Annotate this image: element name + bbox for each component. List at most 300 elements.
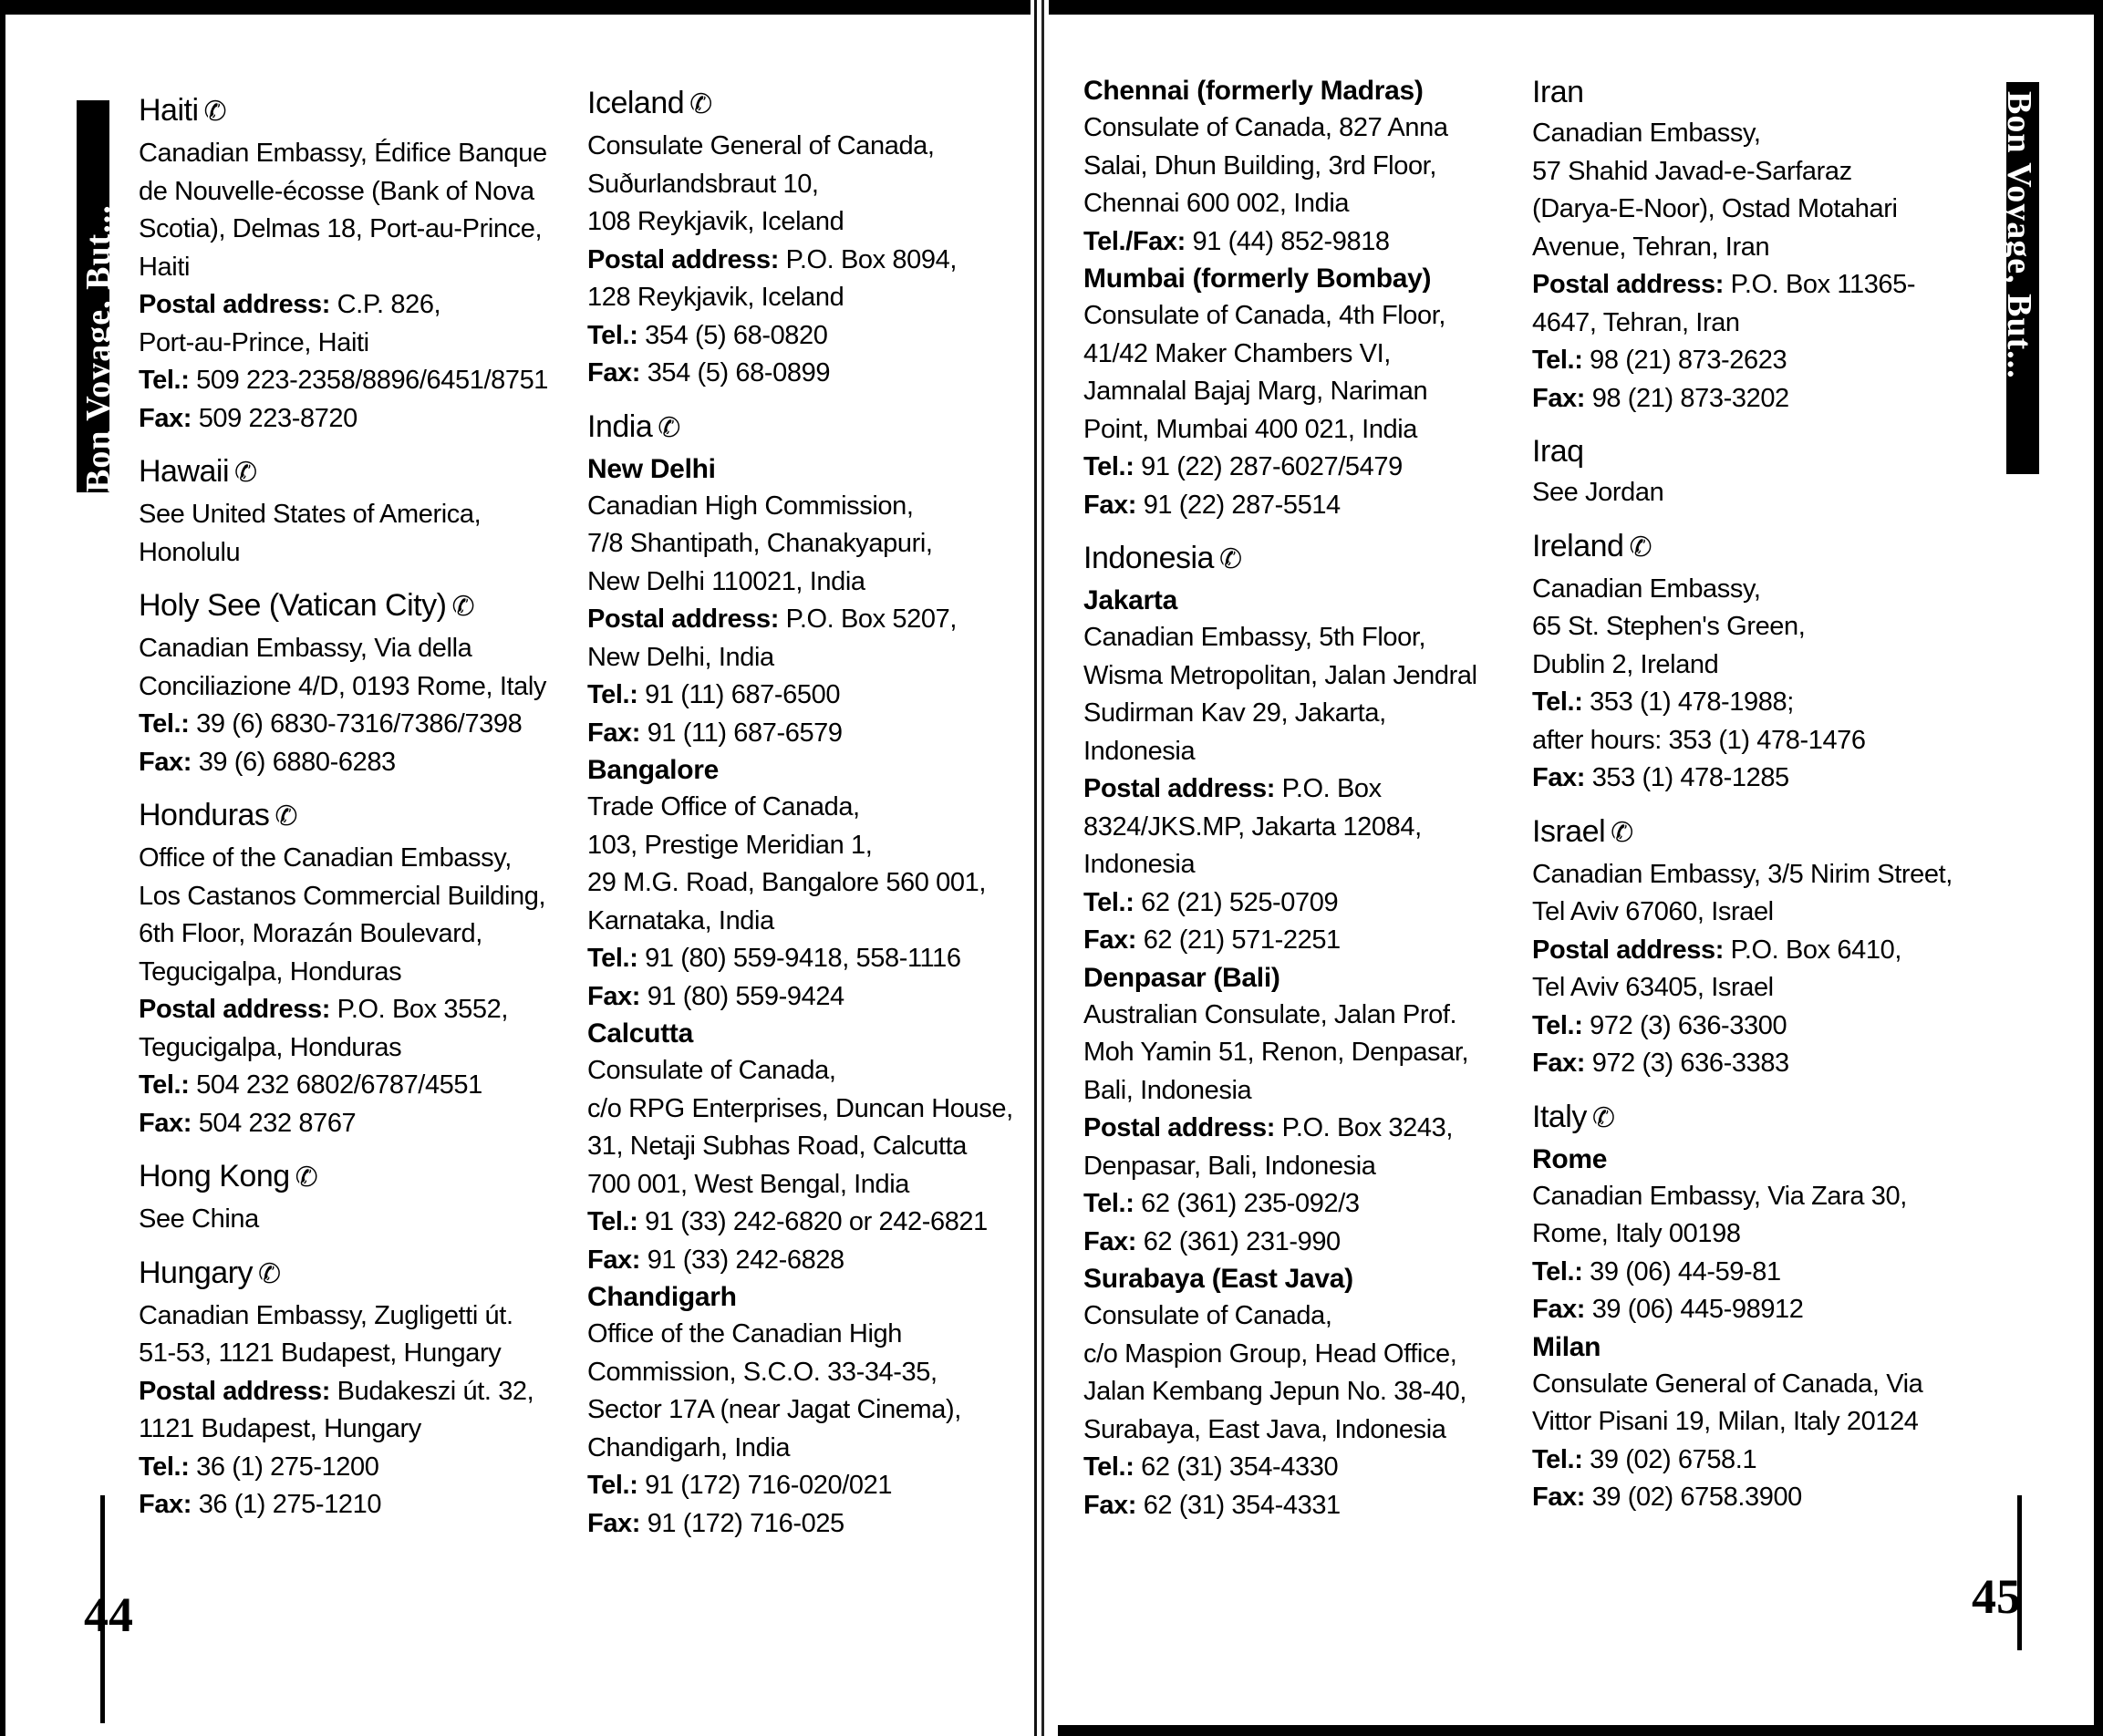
field-value: 29 M.G. Road, Bangalore 560 001, [587, 868, 986, 897]
directory-entry [587, 84, 1016, 393]
field-value: 8324/JKS.MP, Jakarta 12084, [1083, 811, 1422, 842]
field-value: 353 (1) 478-1988; [1582, 687, 1794, 717]
field-value: Trade Office of Canada, [587, 792, 860, 822]
address-line [1532, 305, 1961, 343]
field-value: 98 (21) 873-2623 [1582, 346, 1787, 375]
field-value: Suðurlandsbraut 10, [587, 169, 819, 199]
field-label: Fax: [139, 747, 192, 777]
field-value: de Nouvelle-écosse (Bank of Nova [139, 176, 534, 206]
field-value: Scotia), Delmas 18, Port-au-Prince, [139, 214, 543, 243]
city-heading: Chandigarh [587, 1282, 737, 1312]
field-label: Fax: [587, 1508, 641, 1538]
address-line [1532, 1008, 1961, 1046]
field-value: 51-53, 1121 Budapest, Hungary [139, 1338, 502, 1368]
field-value: 62 (361) 235-092/3 [1134, 1189, 1360, 1218]
field-value: 36 (1) 275-1210 [192, 1490, 382, 1519]
field-label: Postal address: [1083, 774, 1275, 803]
field-value: Wisma Metropolitan, Jalan Jendral [1083, 660, 1477, 690]
address-line [587, 827, 1016, 865]
field-value: 108 Reykjavik, Iceland [587, 207, 844, 236]
consulate-phone-icon: ✆ [689, 89, 712, 119]
address-line [1532, 722, 1961, 760]
directory-entry [139, 586, 567, 781]
field-value: 1121 Budapest, Hungary [139, 1414, 421, 1443]
address-line [1083, 336, 1512, 374]
field-value: 57 Shahid Javad-e-Sarfaraz [1532, 156, 1852, 186]
address-line [1532, 1254, 1961, 1292]
field-value: 354 (5) 68-0899 [640, 358, 831, 388]
field-value: 6th Floor, Morazán Boulevard, [139, 919, 482, 948]
field-label: Tel.: [587, 944, 638, 973]
field-label: Fax: [139, 1490, 192, 1519]
directory-entry [1532, 527, 1961, 798]
field-label: Fax: [587, 358, 641, 388]
field-value: 509 223-8720 [192, 403, 357, 433]
address-line [1532, 1442, 1961, 1480]
field-value: Consulate of Canada, 827 Anna [1083, 113, 1448, 142]
address-line [139, 840, 567, 878]
field-value: Chandigarh, India [587, 1432, 791, 1462]
address-line [587, 1354, 1016, 1392]
field-label: Tel.: [587, 1471, 638, 1500]
directory-entry [1532, 812, 1961, 1083]
field-value: 354 (5) 68-0820 [637, 320, 828, 350]
field-label: Tel./Fax: [1083, 226, 1186, 256]
running-title-right: Bon Voyage, But... [2000, 91, 2038, 379]
field-value: 91 (11) 687-6579 [640, 718, 843, 748]
field-value: 62 (31) 354-4331 [1136, 1490, 1341, 1520]
field-label: Tel.: [1532, 1010, 1583, 1040]
address-line [139, 668, 567, 707]
address-line [139, 1373, 567, 1411]
field-label: Tel.: [139, 1070, 190, 1100]
address-line [139, 991, 567, 1029]
country-heading [139, 1254, 567, 1294]
page-number-left: 44 [84, 1587, 133, 1642]
address-line [1083, 1487, 1512, 1525]
field-value: Commission, S.C.O. 33-34-35, [587, 1357, 938, 1387]
city-heading: New Delhi [587, 453, 716, 484]
field-value: Jamnalal Bajaj Marg, Nariman [1083, 377, 1428, 406]
field-label: Tel.: [139, 366, 190, 395]
field-label: Tel.: [1083, 1452, 1134, 1482]
address-line [1532, 342, 1961, 380]
field-value: New Delhi, India [587, 642, 774, 672]
address-line [1083, 148, 1512, 186]
field-value: after hours: 353 (1) 478-1476 [1532, 725, 1866, 755]
address-line [1532, 153, 1961, 191]
field-value: Bali, Indonesia [1083, 1075, 1252, 1105]
field-value: Canadian Embassy, 3/5 Nirim Street, [1532, 859, 1953, 889]
field-value: P.O. Box 3243, [1274, 1113, 1453, 1142]
field-value: See Jordan [1532, 478, 1664, 507]
field-value: 65 St. Stephen's Green, [1532, 612, 1806, 641]
city-heading: Denpasar (Bali) [1083, 962, 1280, 993]
field-value: 39 (02) 6758.3900 [1585, 1483, 1802, 1512]
left-scan-border [0, 0, 5, 1736]
address-line [1532, 1178, 1961, 1216]
address-line [1083, 733, 1512, 771]
directory-entry [139, 796, 567, 1142]
address-line [1083, 1224, 1512, 1262]
field-value: 91 (172) 716-025 [640, 1508, 844, 1538]
field-label: Fax: [587, 718, 641, 748]
address-line [587, 1505, 1016, 1544]
address-line [1083, 1110, 1512, 1148]
field-value: 504 232 6802/6787/4551 [189, 1070, 482, 1100]
field-value: Canadian Embassy, Zugligetti út. [139, 1300, 513, 1330]
directory-entry [139, 1254, 567, 1524]
field-value: Moh Yamin 51, Renon, Denpasar, [1083, 1038, 1469, 1067]
bottom-scan-border [1058, 1725, 2103, 1736]
field-label: Fax: [1083, 1226, 1137, 1256]
field-value: Canadian High Commission, [587, 491, 914, 521]
address-line [587, 525, 1016, 563]
address-line [1083, 1185, 1512, 1224]
address-line [1083, 1297, 1512, 1336]
address-line [1532, 1291, 1961, 1329]
field-value: 91 (33) 242-6820 or 242-6821 [637, 1207, 988, 1236]
field-value: 62 (21) 571-2251 [1136, 925, 1341, 955]
address-line [1083, 997, 1512, 1035]
address-line [587, 639, 1016, 677]
address-line [1083, 223, 1512, 262]
address-line [1083, 297, 1512, 336]
address-line [139, 211, 567, 249]
field-label: Postal address: [1532, 270, 1724, 299]
field-value: 128 Reykjavik, Iceland [587, 283, 844, 312]
directory-entry [1083, 73, 1512, 524]
address-line [1083, 809, 1512, 847]
field-value: 103, Prestige Meridian 1, [587, 830, 873, 860]
field-value: Denpasar, Bali, Indonesia [1083, 1151, 1376, 1181]
consulate-phone-icon: ✆ [275, 801, 298, 832]
field-value: 91 (80) 559-9418, 558-1116 [637, 944, 961, 973]
country-heading [139, 586, 567, 626]
address-line [1083, 695, 1512, 733]
field-label: Tel.: [1532, 687, 1583, 717]
field-value: Tegucigalpa, Honduras [139, 1032, 402, 1062]
address-line [1532, 191, 1961, 229]
field-value: 36 (1) 275-1200 [189, 1452, 379, 1482]
country-heading [587, 84, 1016, 124]
field-value: 31, Netaji Subhas Road, Calcutta [587, 1132, 968, 1161]
address-line [587, 1090, 1016, 1129]
country-name: Iran [1532, 75, 1584, 109]
address-line [587, 166, 1016, 204]
field-label: Tel.: [587, 320, 638, 350]
address-line [139, 362, 567, 400]
address-line [587, 563, 1016, 602]
address-line [139, 135, 567, 173]
field-value: 39 (02) 6758.1 [1582, 1444, 1757, 1474]
address-line [587, 1391, 1016, 1430]
field-value: Vittor Pisani 19, Milan, Italy 20124 [1532, 1407, 1919, 1436]
page-number-right: 45 [1972, 1569, 2021, 1624]
field-label: Fax: [587, 981, 641, 1011]
field-value: Tegucigalpa, Honduras [139, 956, 402, 987]
column-1 [139, 91, 567, 1539]
field-label: Postal address: [139, 995, 330, 1024]
address-line [1532, 969, 1961, 1008]
city-heading: Bangalore [587, 755, 720, 785]
address-line [587, 1242, 1016, 1280]
address-line [587, 203, 1016, 242]
address-line [1532, 1366, 1961, 1404]
field-label: Fax: [1532, 383, 1586, 413]
field-value: Conciliazione 4/D, 0193 Rome, Italy [139, 671, 547, 701]
address-line [1532, 1403, 1961, 1442]
field-value: Point, Mumbai 400 021, India [1083, 414, 1418, 444]
field-value: Consulate General of Canada, [587, 131, 935, 160]
address-line [139, 954, 567, 992]
country-name: Ireland [1532, 528, 1624, 563]
field-value: 39 (6) 6830-7316/7386/7398 [189, 709, 523, 739]
address-line [1532, 1045, 1961, 1083]
consulate-phone-icon: ✆ [295, 1162, 318, 1193]
field-label: Fax: [1083, 490, 1137, 520]
address-line [587, 242, 1016, 280]
field-value: P.O. Box 5207, [778, 604, 957, 634]
field-value: 91 (11) 687-6500 [637, 680, 841, 709]
field-value: 98 (21) 873-3202 [1585, 383, 1789, 413]
field-value: New Delhi 110021, India [587, 566, 865, 596]
address-line [587, 1467, 1016, 1505]
address-line [139, 1201, 567, 1239]
field-value: 39 (06) 445-98912 [1585, 1295, 1804, 1324]
field-value: Karnataka, India [587, 905, 774, 935]
field-value: 41/42 Maker Chambers VI, [1083, 338, 1391, 368]
address-line [1532, 229, 1961, 267]
field-value: Canadian Embassy, Édifice Banque [139, 139, 547, 168]
field-value: (Darya-E-Noor), Ostad Motahari [1532, 194, 1898, 223]
address-line [587, 715, 1016, 753]
top-scan-border [0, 0, 2103, 15]
address-line [1083, 1148, 1512, 1186]
field-value: Honolulu [139, 537, 241, 567]
field-value: Canadian Embassy, 5th Floor, [1083, 623, 1426, 652]
column-2 [587, 84, 1016, 1557]
address-line [1532, 115, 1961, 153]
field-value: 504 232 8767 [192, 1108, 357, 1138]
field-label: Fax: [1083, 1490, 1137, 1520]
consulate-phone-icon: ✆ [1591, 1102, 1615, 1133]
field-value: Office of the Canadian High [587, 1319, 902, 1348]
country-heading [139, 796, 567, 836]
address-line [139, 173, 567, 212]
field-label: Postal address: [1532, 935, 1724, 965]
address-line [139, 400, 567, 439]
field-value: Consulate General of Canada, Via [1532, 1369, 1923, 1399]
country-heading [139, 91, 567, 131]
field-label: Tel.: [139, 1452, 190, 1482]
field-value: 353 (1) 478-1285 [1585, 763, 1789, 792]
address-line [587, 317, 1016, 356]
address-line [587, 940, 1016, 978]
field-label: Fax: [1532, 1295, 1586, 1324]
country-name: Hawaii [139, 454, 230, 489]
country-name: Holy See (Vatican City) [139, 588, 447, 623]
country-heading [139, 452, 567, 492]
field-value: Dublin 2, Ireland [1532, 649, 1719, 679]
country-name: Israel [1532, 813, 1606, 849]
city-heading: Surabaya (East Java) [1083, 1264, 1353, 1294]
field-value: 91 (33) 242-6828 [640, 1245, 844, 1275]
field-label: Tel.: [1532, 1256, 1583, 1286]
address-line [587, 789, 1016, 827]
field-label: Tel.: [139, 709, 190, 739]
address-line [139, 915, 567, 954]
field-value: 91 (22) 287-5514 [1136, 490, 1341, 520]
field-value: P.O. Box 11365- [1723, 270, 1916, 299]
field-label: Fax: [1532, 1049, 1586, 1078]
address-line [587, 279, 1016, 317]
country-name: Iceland [587, 86, 685, 120]
field-value: Port-au-Prince, Haiti [139, 327, 369, 357]
directory-entry [1083, 539, 1512, 1524]
field-label: Fax: [587, 1245, 641, 1275]
city-heading: Rome [1532, 1143, 1608, 1174]
address-line [139, 496, 567, 534]
field-label: Fax: [139, 1108, 192, 1138]
consulate-phone-icon: ✆ [1611, 817, 1633, 848]
consulate-phone-icon: ✆ [658, 412, 680, 443]
field-value: Avenue, Tehran, Iran [1532, 232, 1770, 262]
address-line [139, 1335, 567, 1373]
consulate-phone-icon: ✆ [1629, 532, 1652, 563]
field-value: P.O. Box 8094, [778, 244, 957, 274]
country-heading [1083, 539, 1512, 579]
field-value: 62 (361) 231-990 [1136, 1226, 1341, 1256]
field-value: 91 (172) 716-020/021 [637, 1471, 893, 1500]
field-value: Rome, Italy 00198 [1532, 1219, 1741, 1248]
country-name: India [587, 408, 653, 444]
field-label: Postal address: [139, 290, 330, 319]
address-line [1532, 608, 1961, 646]
country-name: Iraq [1532, 434, 1584, 469]
field-value: 4647, Tehran, Iran [1532, 307, 1740, 337]
field-label: Fax: [1083, 925, 1137, 955]
directory-entry [139, 1157, 567, 1239]
field-value: P.O. Box 3552, [329, 995, 508, 1024]
country-heading [1532, 73, 1961, 111]
field-label: Fax: [1532, 1483, 1586, 1512]
country-heading [1532, 812, 1961, 852]
address-line [139, 744, 567, 782]
field-value: Tel Aviv 67060, Israel [1532, 897, 1774, 926]
field-value: Sector 17A (near Jagat Cinema), [587, 1395, 961, 1424]
address-line [1532, 646, 1961, 685]
address-line [1083, 1336, 1512, 1374]
country-heading [1532, 1098, 1961, 1138]
field-label: Postal address: [1083, 1113, 1275, 1142]
field-label: Tel.: [587, 1207, 638, 1236]
address-line [1532, 474, 1961, 512]
address-line [587, 864, 1016, 903]
address-line [1083, 411, 1512, 450]
field-label: Postal address: [139, 1376, 330, 1406]
address-line [587, 1128, 1016, 1166]
address-line [1532, 266, 1961, 305]
address-line [1083, 846, 1512, 884]
field-value: c/o RPG Enterprises, Duncan House, [587, 1093, 1013, 1123]
field-value: Canadian Embassy, [1532, 119, 1761, 148]
field-label: Fax: [1532, 763, 1586, 792]
address-line [587, 355, 1016, 393]
address-line [139, 1410, 567, 1449]
address-line [1083, 922, 1512, 960]
country-name: Hong Kong [139, 1159, 290, 1194]
field-value: 91 (22) 287-6027/5479 [1134, 452, 1403, 481]
field-value: Consulate of Canada, [1083, 1301, 1332, 1330]
directory-entry [587, 408, 1016, 1544]
address-line [1083, 1072, 1512, 1111]
field-value: Budakeszi út. 32, [329, 1376, 534, 1406]
field-label: Postal address: [587, 244, 779, 274]
address-line [139, 1297, 567, 1336]
address-line [1083, 657, 1512, 696]
country-name: Hungary [139, 1255, 254, 1290]
address-line [139, 630, 567, 668]
directory-entry [139, 452, 567, 572]
country-name: Indonesia [1083, 541, 1214, 575]
address-line [1083, 1449, 1512, 1487]
address-line [1083, 449, 1512, 487]
field-label: Tel.: [587, 680, 638, 709]
field-label: Postal address: [587, 604, 779, 634]
column-3 [1083, 73, 1512, 1539]
address-line [1083, 185, 1512, 223]
field-value: Canadian Embassy, Via Zara 30, [1532, 1181, 1907, 1211]
field-value: 972 (3) 636-3300 [1582, 1010, 1787, 1040]
address-line [1532, 760, 1961, 798]
field-value: 91 (44) 852-9818 [1185, 226, 1390, 256]
address-line [1083, 1373, 1512, 1411]
field-value: 91 (80) 559-9424 [640, 981, 844, 1011]
field-value: Canadian Embassy, [1532, 574, 1761, 604]
field-value: Sudirman Kav 29, Jakarta, [1083, 698, 1386, 728]
field-value: 39 (06) 44-59-81 [1582, 1256, 1781, 1286]
address-line [587, 601, 1016, 639]
column-4 [1532, 73, 1961, 1532]
field-value: Office of the Canadian Embassy, [139, 843, 512, 873]
city-heading: Milan [1532, 1331, 1601, 1362]
country-name: Haiti [139, 93, 199, 128]
address-line [139, 286, 567, 325]
directory-entry [139, 91, 567, 438]
address-line [587, 677, 1016, 715]
field-value: Haiti [139, 252, 191, 282]
country-name: Italy [1532, 1099, 1587, 1134]
country-heading [139, 1157, 567, 1197]
consulate-phone-icon: ✆ [451, 592, 475, 622]
city-heading: Mumbai (formerly Bombay) [1083, 264, 1432, 294]
field-value: Consulate of Canada, [587, 1056, 836, 1085]
address-line [587, 1316, 1016, 1354]
field-value: Jalan Kembang Jepun No. 38-40, [1083, 1377, 1467, 1406]
field-value: Indonesia [1083, 850, 1196, 879]
address-line [1532, 932, 1961, 970]
address-line [587, 1204, 1016, 1242]
field-label: Tel.: [1083, 452, 1134, 481]
address-line [1532, 1215, 1961, 1254]
field-value: See China [139, 1204, 259, 1234]
directory-entry [1532, 432, 1961, 512]
address-line [139, 1486, 567, 1524]
field-value: 509 223-2358/8896/6451/8751 [189, 366, 549, 395]
address-line [587, 903, 1016, 941]
address-line [1532, 684, 1961, 722]
